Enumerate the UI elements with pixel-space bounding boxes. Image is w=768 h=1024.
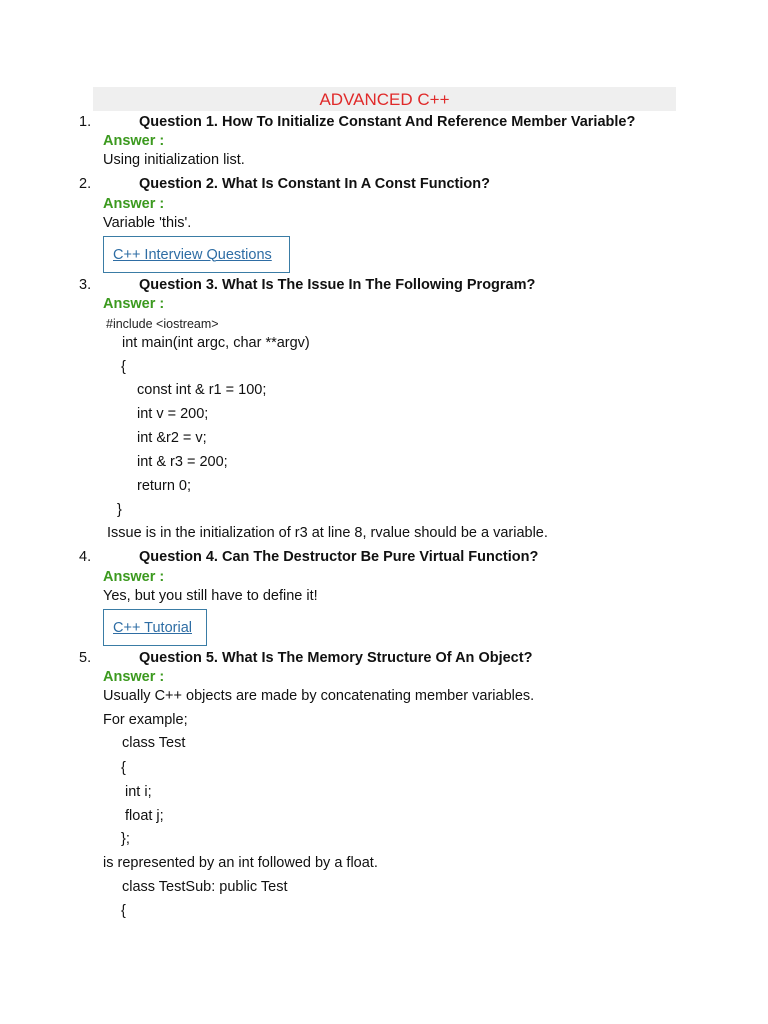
answer-label: Answer : xyxy=(103,669,165,685)
interview-questions-link[interactable]: C++ Interview Questions xyxy=(113,246,272,263)
code-line: return 0; xyxy=(137,478,191,494)
answer-text: Usually C++ objects are made by concatenating member variables. xyxy=(103,688,535,704)
code-line: #include <iostream> xyxy=(106,317,219,331)
question-number: 1. xyxy=(79,114,92,130)
code-line: { xyxy=(121,903,126,919)
code-line: { xyxy=(121,359,126,375)
code-line: int v = 200; xyxy=(137,406,209,422)
question-heading: Question 4. Can The Destructor Be Pure Virtual Function? xyxy=(139,549,539,565)
question-number: 4. xyxy=(79,549,92,565)
code-line: class TestSub: public Test xyxy=(122,879,288,895)
code-line: { xyxy=(121,760,126,776)
question-heading: Question 2. What Is Constant In A Const Function? xyxy=(139,176,490,192)
question-number: 2. xyxy=(79,176,92,192)
answer-label: Answer : xyxy=(103,133,165,149)
question-heading: Question 1. How To Initialize Constant And Reference Member Variable? xyxy=(139,114,636,130)
code-line: float j; xyxy=(125,808,164,824)
code-line: int &r2 = v; xyxy=(137,430,207,446)
code-line: int i; xyxy=(125,784,152,800)
code-line: } xyxy=(117,502,122,518)
answer-text: Using initialization list. xyxy=(103,152,245,168)
code-line: const int & r1 = 100; xyxy=(137,382,267,398)
answer-label: Answer : xyxy=(103,569,165,585)
answer-text: is represented by an int followed by a float. xyxy=(103,855,378,871)
code-line: int & r3 = 200; xyxy=(137,454,228,470)
page-title: ADVANCED C++ xyxy=(319,90,450,109)
answer-label: Answer : xyxy=(103,196,165,212)
answer-text: For example; xyxy=(103,712,188,728)
cpp-tutorial-link-box[interactable] xyxy=(103,609,207,646)
answer-text: Issue is in the initialization of r3 at line 8, rvalue should be a variable. xyxy=(107,525,548,541)
question-heading: Question 5. What Is The Memory Structure Of An Object? xyxy=(139,650,533,666)
answer-text: Yes, but you still have to define it! xyxy=(103,588,318,604)
answer-text: Variable 'this'. xyxy=(103,215,192,231)
question-number: 5. xyxy=(79,650,92,666)
interview-questions-link-box[interactable] xyxy=(103,236,290,273)
code-line: class Test xyxy=(122,735,186,751)
cpp-tutorial-link[interactable]: C++ Tutorial xyxy=(113,619,192,636)
question-heading: Question 3. What Is The Issue In The Following Program? xyxy=(139,277,536,293)
question-number: 3. xyxy=(79,277,92,293)
code-line: int main(int argc, char **argv) xyxy=(122,335,310,351)
code-line: }; xyxy=(121,831,130,847)
answer-label: Answer : xyxy=(103,296,165,312)
